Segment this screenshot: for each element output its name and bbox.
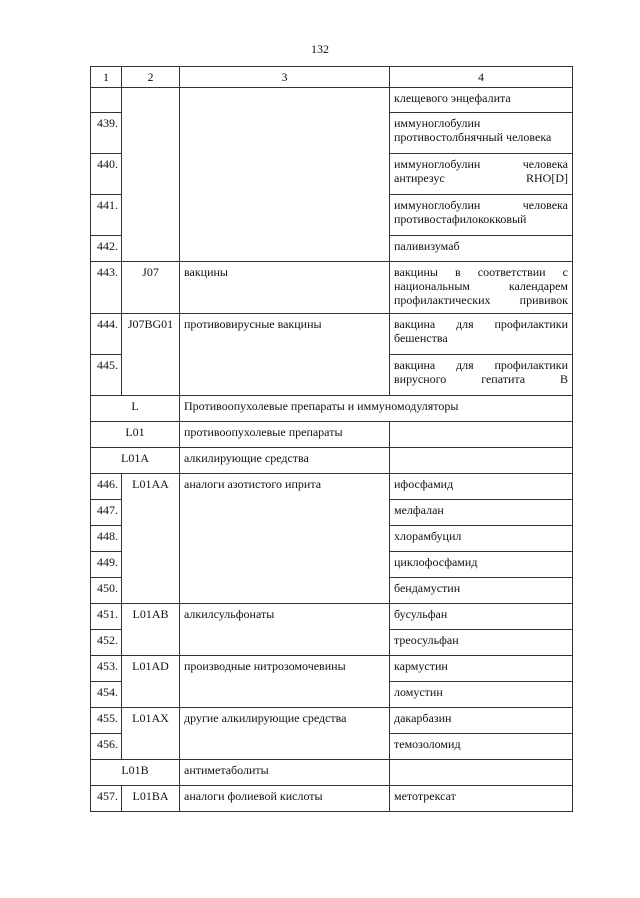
section-row — [91, 396, 573, 422]
row-number: 446. — [91, 474, 122, 500]
drug-name: иммуноглобулин человека противостафилококковый — [390, 195, 573, 236]
drug-table — [90, 66, 573, 812]
drug-name: вакцина для профилактики вирусного гепатита В — [390, 355, 573, 396]
row-number: 448. — [91, 526, 122, 552]
drug-name: темозоломид — [390, 734, 573, 760]
drug-name: ифосфамид — [390, 474, 573, 500]
section-title: антиметаболиты — [180, 760, 390, 786]
drug-name: бусульфан — [390, 604, 573, 630]
atc-code: L01AX — [122, 708, 180, 760]
drug-name: иммуноглобулин противостолбнячный человека — [390, 113, 573, 154]
section-row — [91, 422, 573, 448]
group-name: производные нитрозомочевины — [180, 656, 390, 708]
row-number: 449. — [91, 552, 122, 578]
empty-cell — [390, 760, 573, 786]
group-name: алкилсульфонаты — [180, 604, 390, 656]
header-col-2: 2 — [122, 67, 180, 88]
atc-code: L01AA — [122, 474, 180, 604]
row-number: 444. — [91, 314, 122, 355]
section-row — [91, 760, 573, 786]
row-number: 457. — [91, 786, 122, 812]
row-number: 442. — [91, 236, 122, 262]
section-row — [91, 448, 573, 474]
section-title: Противоопухолевые препараты и иммуномодуляторы — [180, 396, 573, 422]
atc-code: L01BA — [122, 786, 180, 812]
table-row — [91, 786, 573, 812]
section-code: L01 — [91, 422, 180, 448]
section-code: L — [91, 396, 180, 422]
drug-name: паливизумаб — [390, 236, 573, 262]
atc-code: J07BG01 — [122, 314, 180, 396]
group-name: противовирусные вакцины — [180, 314, 390, 396]
drug-name: ломустин — [390, 682, 573, 708]
empty-cell — [390, 448, 573, 474]
group-name: аналоги фолиевой кислоты — [180, 786, 390, 812]
atc-code: J07 — [122, 262, 180, 314]
row-number: 447. — [91, 500, 122, 526]
page-number: 132 — [311, 42, 329, 56]
header-col-3: 3 — [180, 67, 390, 88]
drug-name: вакцины в соответствии с национальным календарем профилактических прививок — [390, 262, 573, 314]
drug-name: мелфалан — [390, 500, 573, 526]
section-code: L01A — [91, 448, 180, 474]
drug-name: циклофосфамид — [390, 552, 573, 578]
row-number: 453. — [91, 656, 122, 682]
atc-code-cell — [122, 88, 180, 262]
drug-name: бендамустин — [390, 578, 573, 604]
group-name: аналоги азотистого иприта — [180, 474, 390, 604]
table-row — [91, 656, 573, 682]
drug-name: клещевого энцефалита — [390, 88, 573, 113]
drug-name: кармустин — [390, 656, 573, 682]
drug-name: дакарбазин — [390, 708, 573, 734]
row-number: 452. — [91, 630, 122, 656]
table-row — [91, 262, 573, 314]
atc-code: L01AB — [122, 604, 180, 656]
section-title: алкилирующие средства — [180, 448, 390, 474]
table-row — [91, 88, 573, 113]
drug-name: иммуноглобулин человека антирезус RHO[D] — [390, 154, 573, 195]
drug-name: треосульфан — [390, 630, 573, 656]
drug-name: метотрексат — [390, 786, 573, 812]
row-number: 441. — [91, 195, 122, 236]
header-row — [91, 67, 573, 88]
row-number: 440. — [91, 154, 122, 195]
row-number: 450. — [91, 578, 122, 604]
row-number: 451. — [91, 604, 122, 630]
group-name: вакцины — [180, 262, 390, 314]
table-row — [91, 474, 573, 500]
row-number: 439. — [91, 113, 122, 154]
group-name-cell — [180, 88, 390, 262]
row-number: 456. — [91, 734, 122, 760]
drug-name: вакцина для профилактики бешенства — [390, 314, 573, 355]
table-row — [91, 604, 573, 630]
row-number: 454. — [91, 682, 122, 708]
row-number: 443. — [91, 262, 122, 314]
row-number: 455. — [91, 708, 122, 734]
row-number — [91, 88, 122, 113]
row-number: 445. — [91, 355, 122, 396]
header-col-1: 1 — [91, 67, 122, 88]
table-row — [91, 314, 573, 355]
drug-name: хлорамбуцил — [390, 526, 573, 552]
empty-cell — [390, 422, 573, 448]
section-title: противоопухолевые препараты — [180, 422, 390, 448]
atc-code: L01AD — [122, 656, 180, 708]
section-code: L01B — [91, 760, 180, 786]
table-row — [91, 708, 573, 734]
group-name: другие алкилирующие средства — [180, 708, 390, 760]
header-col-4: 4 — [390, 67, 573, 88]
